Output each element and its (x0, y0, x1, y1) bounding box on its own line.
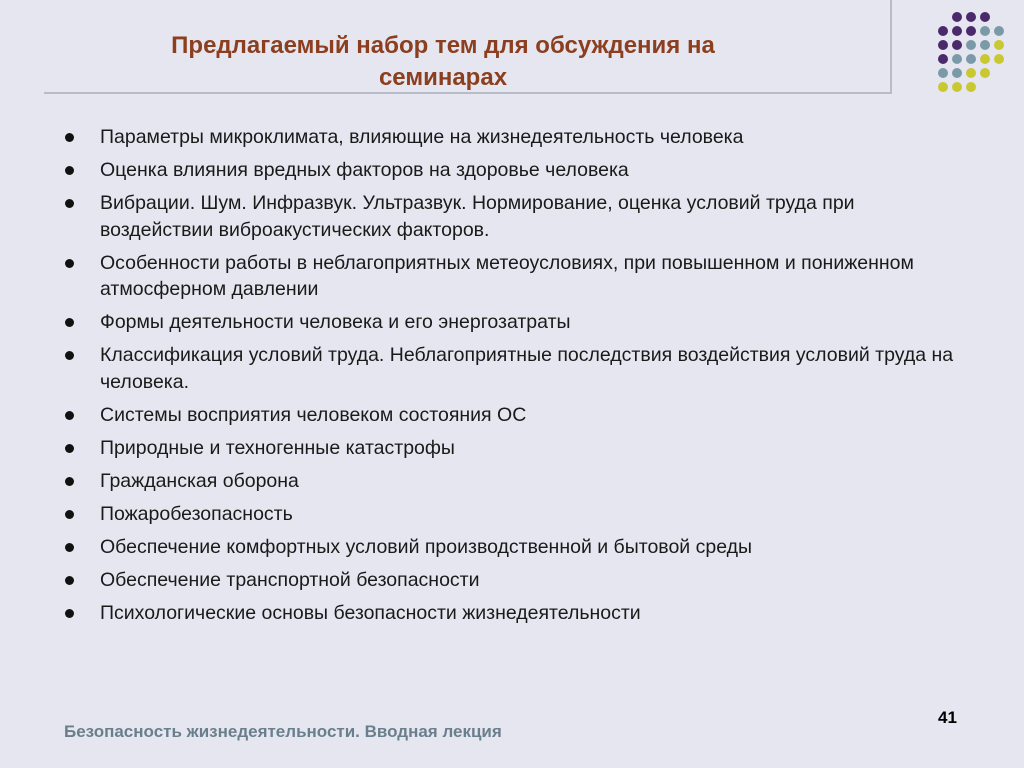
bullet-dot-icon (65, 199, 74, 208)
list-item-text: Гражданская оборона (100, 469, 299, 492)
list-item (60, 190, 960, 243)
list-item-text: Пожаробезопасность (100, 502, 293, 525)
list-item-text: Особенности работы в неблагоприятных метеоусловиях, при повышенном и пониженном атмосферном давлении (100, 251, 914, 300)
list-item (60, 501, 960, 528)
list-item-text: Природные и техногенные катастрофы (100, 436, 455, 459)
list-item (60, 402, 960, 429)
dot-purple (952, 12, 962, 22)
page-number: 41 (938, 708, 957, 727)
list-item-text: Психологические основы безопасности жизнедеятельности (100, 601, 641, 624)
dot-purple (938, 26, 948, 36)
title-frame-vertical-line (890, 0, 892, 94)
decorative-dot-grid (938, 12, 1008, 96)
dot-gray (980, 40, 990, 50)
bullet-dot-icon (65, 477, 74, 486)
dot-yellow (980, 54, 990, 64)
list-item-text: Обеспечение комфортных условий производственной и бытовой среды (100, 535, 753, 558)
list-item (60, 157, 960, 184)
dot-gray (952, 68, 962, 78)
topic-list (60, 124, 960, 633)
bullet-dot-icon (65, 133, 74, 142)
list-item (60, 250, 960, 303)
slide-title-line-2: семинарах (378, 64, 508, 91)
bullet-dot-icon (65, 411, 74, 420)
dot-yellow (952, 82, 962, 92)
footer-text: Безопасность жизнедеятельности. Вводная лекция (64, 722, 502, 741)
list-item-text: Системы восприятия человеком состояния ОС (100, 403, 527, 426)
dot-purple (938, 40, 948, 50)
dot-yellow (966, 82, 976, 92)
list-item-text: Оценка влияния вредных факторов на здоровье человека (100, 159, 629, 181)
bullet-dot-icon (65, 543, 74, 552)
dot-purple (952, 40, 962, 50)
dot-yellow (994, 54, 1004, 64)
dot-purple (980, 12, 990, 22)
bullet-dot-icon (65, 510, 74, 519)
list-item-text: Обеспечение транспортной безопасности (100, 568, 480, 591)
dot-gray (966, 40, 976, 50)
list-item-text: Формы деятельности человека и его энергозатраты (100, 311, 571, 333)
dot-purple (938, 54, 948, 64)
dot-gray (938, 68, 948, 78)
bullet-dot-icon (65, 576, 74, 585)
bullet-dot-icon (65, 351, 74, 360)
dot-purple (966, 26, 976, 36)
bullet-dot-icon (65, 318, 74, 327)
list-item (60, 468, 960, 495)
list-item-text: Классификация условий труда. Неблагоприятные последствия воздействия условий труда на человека. (100, 344, 954, 393)
list-item (60, 534, 960, 561)
dot-yellow (994, 40, 1004, 50)
dot-yellow (938, 82, 948, 92)
dot-gray (966, 54, 976, 64)
dot-yellow (966, 68, 976, 78)
list-item-text: Параметры микроклимата, влияющие на жизнедеятельность человека (100, 126, 744, 148)
dot-purple (966, 12, 976, 22)
dot-purple (952, 26, 962, 36)
dot-gray (994, 26, 1004, 36)
list-item (60, 342, 960, 395)
list-item (60, 309, 960, 336)
list-item (60, 435, 960, 462)
list-item (60, 567, 960, 594)
bullet-dot-icon (65, 166, 74, 175)
dot-gray (980, 26, 990, 36)
bullet-dot-icon (65, 259, 74, 268)
dot-yellow (980, 68, 990, 78)
dot-gray (952, 54, 962, 64)
bullet-dot-icon (65, 444, 74, 453)
bullet-dot-icon (65, 609, 74, 618)
list-item (60, 600, 960, 627)
slide-title-line-1: Предлагаемый набор тем для обсуждения на (171, 32, 715, 59)
list-item-text: Вибрации. Шум. Инфразвук. Ультразвук. Нормирование, оценка условий труда при воздействии виброакустических факторов. (100, 192, 855, 241)
slide-title (48, 30, 838, 94)
list-item (60, 124, 960, 151)
